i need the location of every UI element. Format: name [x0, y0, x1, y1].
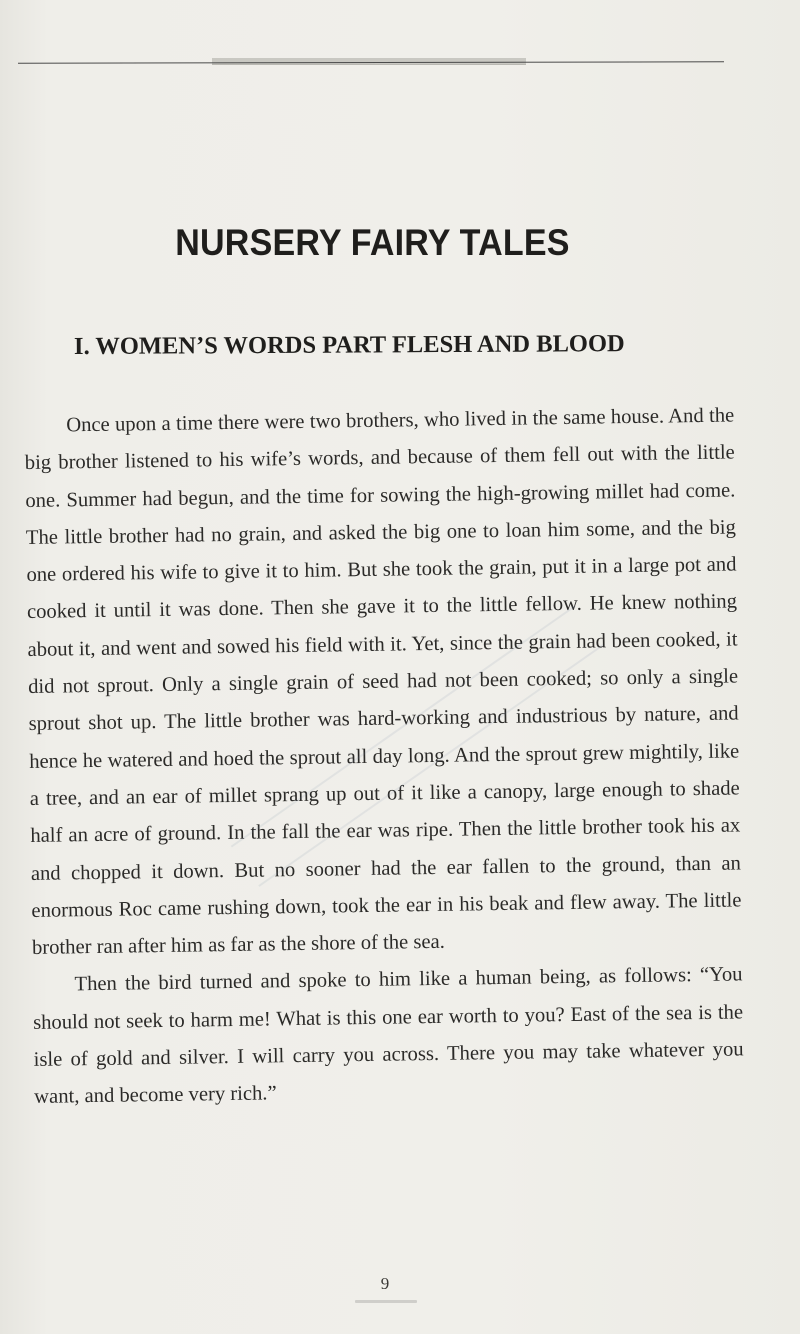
chapter-title: I. WOMEN’S WORDS PART FLESH AND BLOOD [73, 330, 625, 360]
footer-rule [355, 1300, 417, 1303]
paragraph-1: Once upon a time there were two brothers, who lived in the same house. And the big brother listened to his wife’s words, and because of them fell out with the little one. Summer had begun, and the time for sowing the high-growing millet had come. The little brother had no grain, and asked the big one to loan him some, and the big one ordered his wife to give it to him. But she took the grain, put it in a large pot and cooked it until it was done. Then she gave it to the little fellow. He knew nothing about it, and went and sowed his field with it. Yet, since the grain had been cooked, it did not sprout. Only a single grain of seed had not been cooked; so only a single sprout shot up. The little brother was hard-working and industrious by nature, and hence he watered and hoed the sprout all day long. And the sprout grew mightily, like a tree, and an ear of millet sprang up out of it like a canopy, large enough to shade half an acre of ground. In the fall the ear was ripe. Then the little brother took his ax and chopped it down. But no sooner had the ear fallen to the ground, than an enormous Roc came rushing down, took the ear in his beak and flew away. The little brother ran after him as far as the shore of the sea. [24, 404, 742, 960]
paragraph-2: Then the bird turned and spoke to him like a human being, as follows: “You should not seek to harm me! What is this one ear worth to you? East of the sea is the isle of gold and silver. I will carry you across. There you may take whatever you want, and become very rich.” [32, 963, 744, 1109]
body-text [24, 397, 744, 1116]
page-number: 9 [380, 1274, 390, 1293]
book-title: NURSERY FAIRY TALES [175, 222, 570, 263]
